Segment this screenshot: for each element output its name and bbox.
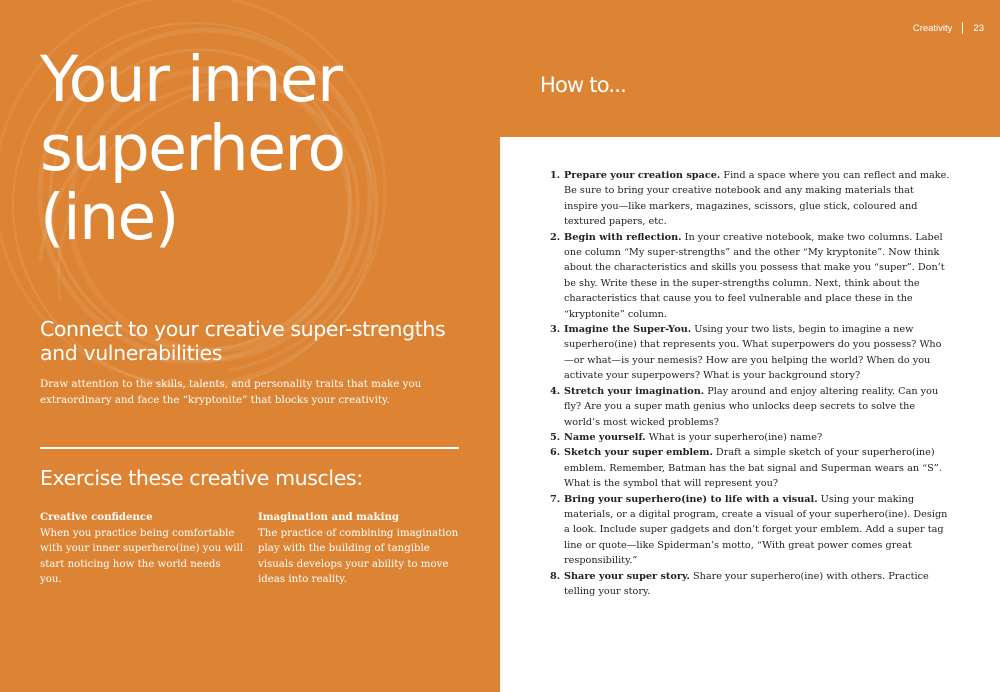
step-item <box>550 230 950 322</box>
muscle-title: Creative confidence <box>40 511 153 523</box>
step-text: Using your two lists, begin to imagine a new superhero(ine) that represents you. What superpowers do you possess? Who—or what—is your nemesis? How are you helping the world? When do you activate your superpowers? What is your background story? <box>564 324 942 382</box>
step-number: 7. <box>550 493 561 505</box>
step-title: Bring your superhero(ine) to life with a visual. <box>564 493 818 505</box>
step-text: Using your making materials, or a digital program, create a visual of your superhero(ine). Design a look. Include super gadgets and don’t forget your emblem. Add a super tag line or quote—like Spiderman’s motto, “With great power comes great responsibility.” <box>564 493 948 567</box>
steps-list <box>550 168 950 599</box>
step-number: 1. <box>550 170 561 181</box>
title-line: Your inner <box>40 43 342 116</box>
page-number: 23 <box>973 22 984 34</box>
step-number: 2. <box>550 231 561 243</box>
step-title: Begin with reflection. <box>564 231 682 243</box>
exercise-heading: Exercise these creative muscles: <box>40 466 363 490</box>
step-title: Sketch your super emblem. <box>564 447 713 459</box>
step-title: Name yourself. <box>564 431 646 443</box>
step-number: 8. <box>550 570 561 582</box>
main-title <box>40 45 345 252</box>
step-text: Draft a simple sketch of your superhero(ine) emblem. Remember, Batman has the bat signal and Superman wears an “S”. What is the symbol that will represent you? <box>564 447 942 490</box>
header-separator <box>962 22 963 34</box>
step-title: Share your super story. <box>564 570 690 582</box>
step-item <box>550 168 950 230</box>
step-title: Stretch your imagination. <box>564 385 705 397</box>
section-name: Creativity <box>912 22 953 34</box>
step-title: Prepare your creation space. <box>564 170 721 181</box>
step-number: 4. <box>550 385 561 397</box>
step-item <box>550 322 950 384</box>
step-number: 5. <box>550 431 561 443</box>
divider <box>40 447 459 449</box>
step-text: Find a space where you can reflect and make. Be sure to bring your creative notebook and any making materials that inspire you—like markers, magazines, scissors, glue stick, coloured and textured papers, etc. <box>564 170 950 228</box>
step-text: Share your superhero(ine) with others. Practice telling your story. <box>564 570 929 597</box>
step-item <box>550 384 950 430</box>
muscle-creative-confidence <box>40 510 245 588</box>
step-item <box>550 569 950 600</box>
step-number: 3. <box>550 324 561 336</box>
step-title: Imagine the Super-You. <box>564 324 692 336</box>
muscle-title: Imagination and making <box>258 511 399 523</box>
intro-text: Draw attention to the skills, talents, and personality traits that make you extraordinary and face the “kryptonite” that blocks your creativity. <box>40 378 422 406</box>
step-item <box>550 430 950 445</box>
muscle-imagination-making <box>258 510 463 588</box>
subtitle: Connect to your creative super-strengths and vulnerabilities <box>40 317 446 365</box>
step-text: What is your superhero(ine) name? <box>645 431 823 443</box>
title-line: (ine) <box>40 181 178 254</box>
step-item <box>550 445 950 491</box>
muscle-text: When you practice being comfortable with your inner superhero(ine) you will start noticing how the world needs you. <box>40 527 243 585</box>
step-item <box>550 492 950 569</box>
step-number: 6. <box>550 447 561 459</box>
title-line: superhero <box>40 112 345 185</box>
running-header <box>913 22 984 34</box>
howto-title: How to... <box>540 73 627 97</box>
muscle-text: The practice of combining imagination play with the building of tangible visuals develops your ability to move ideas into reality. <box>258 527 459 585</box>
step-text: Play around and enjoy altering reality. Can you fly? Are you a super math genius who unlocks deep secrets to solve the world’s most wicked problems? <box>564 385 939 428</box>
step-text: In your creative notebook, make two columns. Label one column “My super-strengths” and the other “My kryptonite”. Now think about the characteristics and skills you possess that make you “super”. Don’t be shy. Write these in the super-strengths column. Next, think about the characteristics that cause you to feel vulnerable and place these in the “kryptonite” column. <box>564 231 945 320</box>
